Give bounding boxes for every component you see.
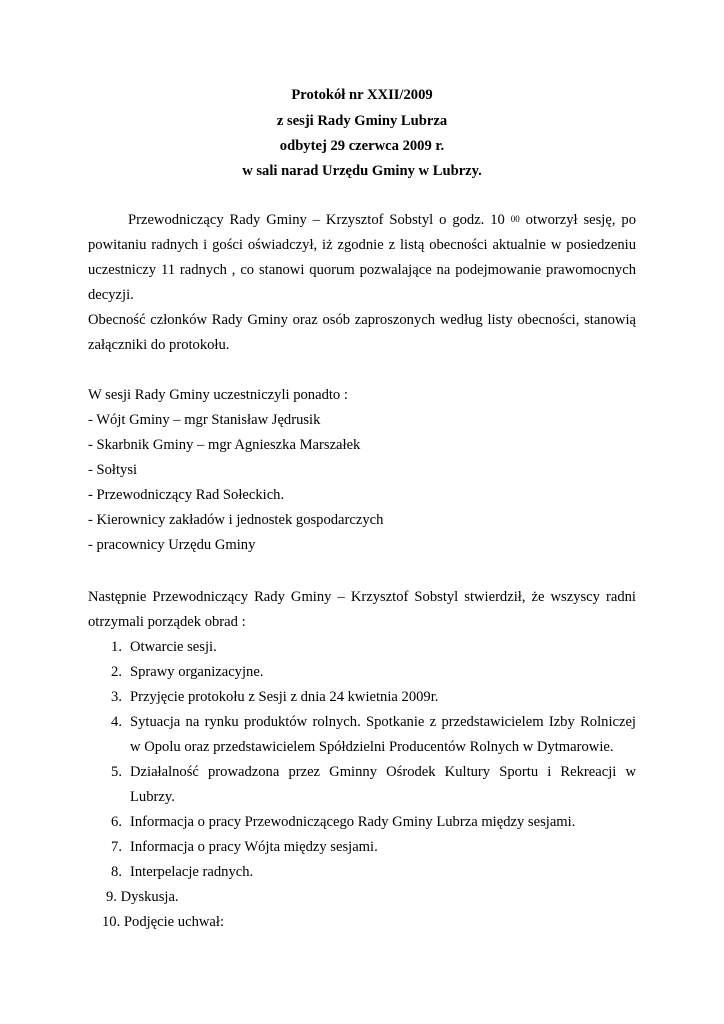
- agenda-item-text-cont: Lubrzy.: [130, 789, 175, 805]
- agenda-item-number: 9.: [106, 889, 117, 905]
- agenda-item-number: 2.: [111, 664, 122, 680]
- agenda-item-text: Podjęcie uchwał:: [123, 914, 225, 930]
- time-minutes-superscript: 00: [510, 214, 520, 224]
- opening-text: Przewodniczący Rady Gminy – Krzysztof Sobstyl o godz. 10: [128, 212, 511, 228]
- opening-paragraph-line-2: powitaniu radnych i gości oświadczył, iż zgodnie z listą obecności aktualnie w posiedzeniu: [88, 237, 636, 253]
- attendee-item: - Przewodniczący Rad Sołeckich.: [88, 487, 285, 503]
- attendees-intro: W sesji Rady Gminy uczestniczyli ponadto :: [88, 387, 348, 403]
- opening-text-cont: otworzył sesję, po: [519, 212, 637, 228]
- agenda-item-text: Sprawy organizacyjne.: [130, 664, 264, 680]
- session-subtitle: z sesji Rady Gminy Lubrza: [276, 113, 448, 129]
- agenda-item-text: Informacja o pracy Przewodniczącego Rady Gminy Lubrza między sesjami.: [130, 814, 576, 830]
- agenda-item-number: 4.: [111, 714, 122, 730]
- agenda-item-text: Przyjęcie protokołu z Sesji z dnia 24 kwietnia 2009r.: [130, 689, 439, 705]
- agenda-item-number: 5.: [111, 764, 122, 780]
- agenda-item-9: [106, 889, 179, 906]
- opening-paragraph-line-4: decyzji.: [88, 287, 134, 303]
- attendee-item: - Kierownicy zakładów i jednostek gospodarczych: [88, 512, 384, 528]
- agenda-item-text: Otwarcie sesji.: [130, 639, 217, 655]
- agenda-item-number: 3.: [111, 689, 122, 705]
- session-location: w sali narad Urzędu Gminy w Lubrzy.: [242, 163, 482, 179]
- attendee-item: - Skarbnik Gminy – mgr Agnieszka Marszałek: [88, 437, 361, 453]
- agenda-item-number: 10.: [102, 914, 121, 930]
- agenda-intro-line-1: Następnie Przewodniczący Rady Gminy – Krzysztof Sobstyl stwierdził, że wszyscy radni: [88, 589, 636, 605]
- opening-paragraph-line-3: uczestniczy 11 radnych , co stanowi quorum pozwalające na podejmowanie prawomocnych: [88, 262, 636, 278]
- agenda-item-number: 7.: [111, 839, 122, 855]
- agenda-item-number: 6.: [111, 814, 122, 830]
- agenda-intro-line-2: otrzymali porządek obrad :: [88, 614, 246, 630]
- opening-paragraph-line-1: [128, 212, 636, 229]
- document-title: Protokół nr XXII/2009: [291, 87, 433, 103]
- agenda-item-number: 8.: [111, 864, 122, 880]
- attendee-item: - Sołtysi: [88, 462, 138, 478]
- agenda-item-text-cont: w Opolu oraz przedstawicielem Spółdzielni Producentów Rolnych w Dytmarowie.: [130, 739, 614, 755]
- agenda-item-text: Działalność prowadzona przez Gminny Ośrodek Kultury Sportu i Rekreacji w: [130, 764, 636, 780]
- agenda-item-text: Sytuacja na rynku produktów rolnych. Spotkanie z przedstawicielem Izby Rolniczej: [130, 714, 636, 730]
- agenda-item-10: [102, 914, 224, 931]
- agenda-item-number: 1.: [111, 639, 122, 655]
- agenda-item-text: Interpelacje radnych.: [130, 864, 254, 880]
- session-date: odbytej 29 czerwca 2009 r.: [279, 138, 445, 154]
- agenda-item-text: Dyskusja.: [120, 889, 179, 905]
- attendee-item: - pracownicy Urzędu Gminy: [88, 537, 256, 553]
- attendance-paragraph-line-2: załączniki do protokołu.: [88, 337, 230, 353]
- agenda-item-text: Informacja o pracy Wójta między sesjami.: [130, 839, 378, 855]
- attendee-item: - Wójt Gminy – mgr Stanisław Jędrusik: [88, 412, 321, 428]
- attendance-paragraph-line-1: Obecność członków Rady Gminy oraz osób zaproszonych według listy obecności, stanowią: [88, 312, 636, 328]
